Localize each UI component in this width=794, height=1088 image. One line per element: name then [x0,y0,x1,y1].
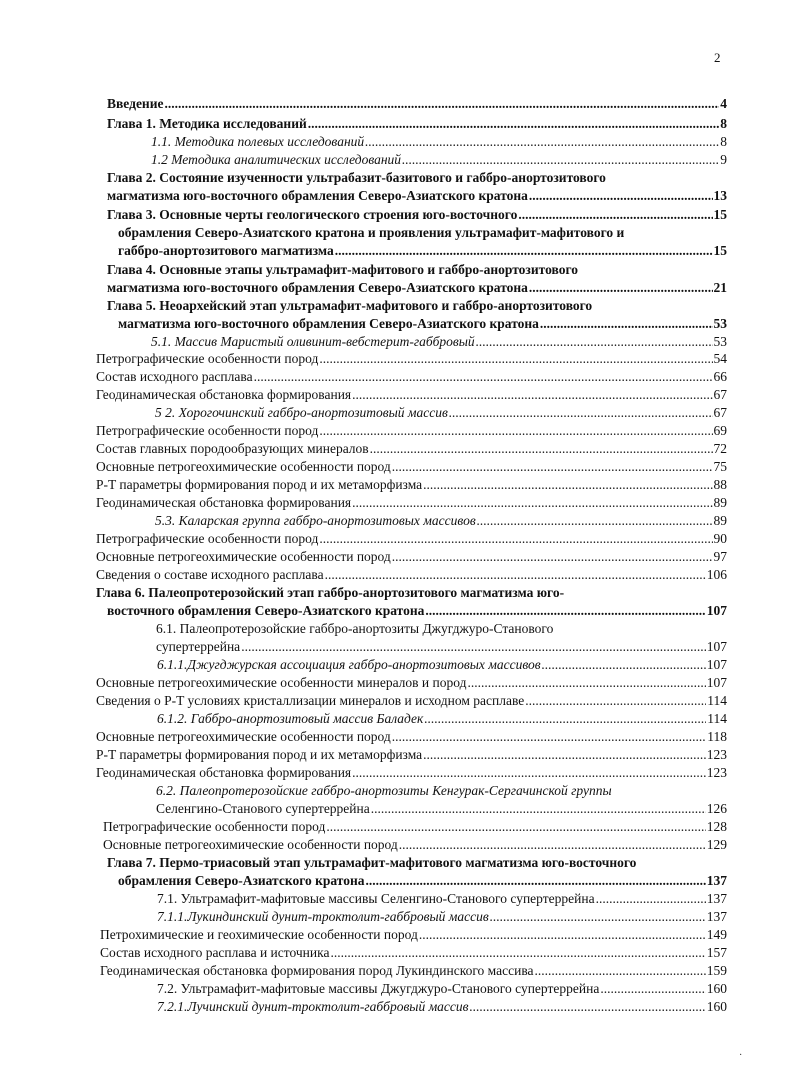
toc-entry-page: 118 [707,729,727,744]
toc-entry-title: 5.3. Каларская группа габбро-анортозитовых массивов [155,513,476,528]
toc-leader [164,96,719,113]
toc-entry-title-line: обрамления Северо-Азиатского кратона и проявления ультрамафит-мафитового и [118,225,625,240]
toc-entry-page: 67 [713,405,727,420]
toc-leader [540,316,713,333]
toc-entry-page: 8 [720,134,727,149]
toc-entry-page: 90 [713,531,727,546]
toc-entry-page: 107 [706,639,727,654]
toc-entry-title: Глава 1. Методика исследований [107,116,307,131]
page-number: 2 [714,50,721,65]
toc-entry-page: 149 [706,927,727,942]
toc-entry-title-line: магматизма юго-восточного обрамления Северо-Азиатского кратона [107,280,528,295]
toc-entry-title-line: Глава 4. Основные этапы ультрамафит-мафитового и габбро-анортозитового [107,262,578,277]
toc-leader [423,477,712,494]
toc-leader [335,243,713,260]
toc-entry-page: 9 [720,152,727,167]
toc-entry-title: Петрографические особенности пород [96,423,319,438]
toc-leader [319,351,712,368]
toc-leader [518,207,712,224]
toc-entry-title: Основные петрогеохимические особенности пород [103,837,398,852]
toc-entry-page: 53 [713,334,727,349]
toc-leader [365,134,719,151]
toc-entry-title-line: восточного обрамления Северо-Азиатского кратона [107,603,425,618]
toc-entry-title: Петрографические особенности пород [103,819,326,834]
toc-entry-page: 114 [707,693,727,708]
toc-entry-page: 107 [706,603,727,618]
toc-entry-title: 5.1. Массив Маристый оливинит-вебстерит-габбровый [151,334,475,349]
toc-leader [399,837,706,854]
toc-entry-title: 6.1.1.Джугджурская ассоциация габбро-анортозитовых массивов [157,657,541,672]
toc-entry-title: 7.2.1.Лучинский дунит-троктолит-габбровый массив [157,999,469,1014]
toc-entry-page: 15 [713,207,727,222]
toc-entry-title: 7.2. Ультрамафит-мафитовые массивы Джугджуро-Станового супертеррейна [157,981,600,996]
toc-entry-title: Сведения о составе исходного расплава [96,567,324,582]
toc-leader [352,765,706,782]
toc-leader [352,495,712,512]
toc-entry-page: 137 [706,873,727,888]
toc-entry-title-line: Глава 3. Основные черты геологического строения юго-восточного [107,207,518,222]
toc-entry-page: 88 [713,477,727,492]
toc-entry-page: 137 [706,891,727,906]
toc-entry-page: 53 [713,316,727,331]
toc-entry-page: 157 [706,945,727,960]
toc-leader [449,405,713,422]
toc-entry-page: 54 [713,351,727,366]
toc-entry-title-line: Глава 2. Состояние изученности ультрабазит-базитового и габбро-анортозитового [107,170,606,185]
toc-entry-title: Основные петрогеохимические особенности пород [96,729,391,744]
scan-speck: · [739,1050,743,1061]
toc-entry-title-line: обрамления Северо-Азиатского кратона [118,873,365,888]
toc-leader [535,963,706,980]
toc-leader [330,945,705,962]
toc-entry-page: 114 [707,711,727,726]
toc-entry-page: 137 [706,909,727,924]
toc-entry-page: 75 [713,459,727,474]
toc-leader [425,603,705,620]
toc-entry-title-line: Глава 6. Палеопротерозойский этап габбро-анортозитового магматизма юго- [96,585,565,600]
toc-entry-title: 1.1. Методика полевых исследований [151,134,365,149]
toc-entry-title: Основные петрогеохимические особенности пород [96,459,391,474]
toc-entry-page: 160 [706,981,727,996]
toc-entry-title: Геодинамическая обстановка формирования [96,495,352,510]
toc-leader [470,999,706,1016]
toc-leader [423,747,706,764]
toc-leader [392,459,713,476]
toc-entry-title: Геодинамическая обстановка формирования пород Лукиндинского массива [100,963,534,978]
toc-entry-page: 72 [713,441,727,456]
toc-entry-page: 15 [713,243,727,258]
toc-entry-title-line: Селенгино-Станового супертеррейна [156,801,370,816]
toc-leader [308,116,719,133]
toc-entry-title-line: магматизма юго-восточного обрамления Северо-Азиатского кратона [107,188,528,203]
toc-entry-page: 66 [713,369,727,384]
toc-entry-title: Геодинамическая обстановка формирования [96,765,352,780]
toc-leader [419,927,706,944]
toc-entry-page: 89 [713,495,727,510]
toc-leader [370,441,713,458]
toc-entry-page: 4 [720,96,727,111]
toc-entry-title: Состав исходного расплава и источника [100,945,330,960]
toc-entry-title: 1.2 Методика аналитических исследований [151,152,402,167]
toc-entry-page: 21 [713,280,727,295]
toc-leader [371,801,706,818]
toc-entry-title-line: магматизма юго-восточного обрамления Северо-Азиатского кратона [118,316,539,331]
toc-leader [467,675,705,692]
toc-leader [490,909,706,926]
toc-leader [402,152,719,169]
toc-entry-title: Введение [107,96,164,111]
toc-leader [352,387,712,404]
toc-entry-page: 107 [706,675,727,690]
toc-leader [319,423,712,440]
toc-entry-title-line: супертеррейна [156,639,241,654]
toc-entry-title-line: Глава 7. Пермо-триасовый этап ультрамафит-мафитового магматизма юго-восточного [107,855,637,870]
toc-entry-page: 69 [713,423,727,438]
toc-entry-page: 128 [706,819,727,834]
toc-entry-title: 7.1.1.Лукиндинский дунит-троктолит-габбровый массив [157,909,489,924]
toc-entry-title: 7.1. Ультрамафит-мафитовые массивы Селенгино-Станового супертеррейна [157,891,595,906]
toc-entry-title: Основные петрогеохимические особенности пород [96,549,391,564]
toc-leader [325,567,706,584]
toc-leader [542,657,706,674]
toc-entry-title: Геодинамическая обстановка формирования [96,387,352,402]
toc-entry-title: Основные петрогеохимические особенности минералов и пород [96,675,467,690]
toc-entry-page: 123 [706,747,727,762]
toc-entry-page: 123 [706,765,727,780]
toc-entry-page: 67 [713,387,727,402]
toc-leader [476,334,713,351]
toc-entry-title: Петрографические особенности пород [96,351,319,366]
toc-entry-title: Состав исходного расплава [96,369,253,384]
toc-entry-title: P-T параметры формирования пород и их метаморфизма [96,747,423,762]
toc-entry-title: P-T параметры формирования пород и их метаморфизма [96,477,423,492]
toc-leader [392,549,713,566]
toc-entry-title: 5 2. Хорогочинский габбро-анортозитовый массив [155,405,448,420]
toc-leader [366,873,706,890]
toc-entry-page: 106 [706,567,727,582]
toc-entry-page: 8 [720,116,727,131]
toc-entry-title: Сведения о P-T условиях кристаллизации минералов и исходном расплаве [96,693,525,708]
toc-leader [529,188,713,205]
toc-entry-page: 126 [706,801,727,816]
toc-entry-title: Состав главных породообразующих минералов [96,441,369,456]
toc-leader [254,369,713,386]
toc-leader [529,280,713,297]
toc-leader [477,513,713,530]
toc-leader [596,891,706,908]
toc-entry-title-line: габбро-анортозитового магматизма [118,243,334,258]
toc-entry-page: 160 [706,999,727,1014]
toc-entry-title-line: Глава 5. Неоархейский этап ультрамафит-мафитового и габбро-анортозитового [107,298,593,313]
toc-entry-page: 97 [713,549,727,564]
toc-leader [319,531,712,548]
toc-entry-page: 89 [713,513,727,528]
toc-entry-title: Петрохимические и геохимические особенности пород [100,927,418,942]
toc-leader [424,711,706,728]
toc-leader [241,639,706,656]
toc-entry-title-line: 6.1. Палеопротерозойские габбро-анортозиты Джугджуро-Станового [156,621,554,636]
toc-entry-title: 6.1.2. Габбро-анортозитовый массив Баладек [157,711,424,726]
toc-leader [326,819,705,836]
toc-entry-page: 13 [713,188,727,203]
toc-entry-page: 107 [706,657,727,672]
toc-leader [600,981,705,998]
toc-entry-title-line: 6.2. Палеопротерозойские габбро-анортозиты Кенгурак-Сергачинской группы [156,783,612,798]
toc-entry-page: 129 [706,837,727,852]
toc-entry-page: 159 [706,963,727,978]
toc-leader [525,693,706,710]
toc-entry-title: Петрографические особенности пород [96,531,319,546]
toc-leader [392,729,706,746]
